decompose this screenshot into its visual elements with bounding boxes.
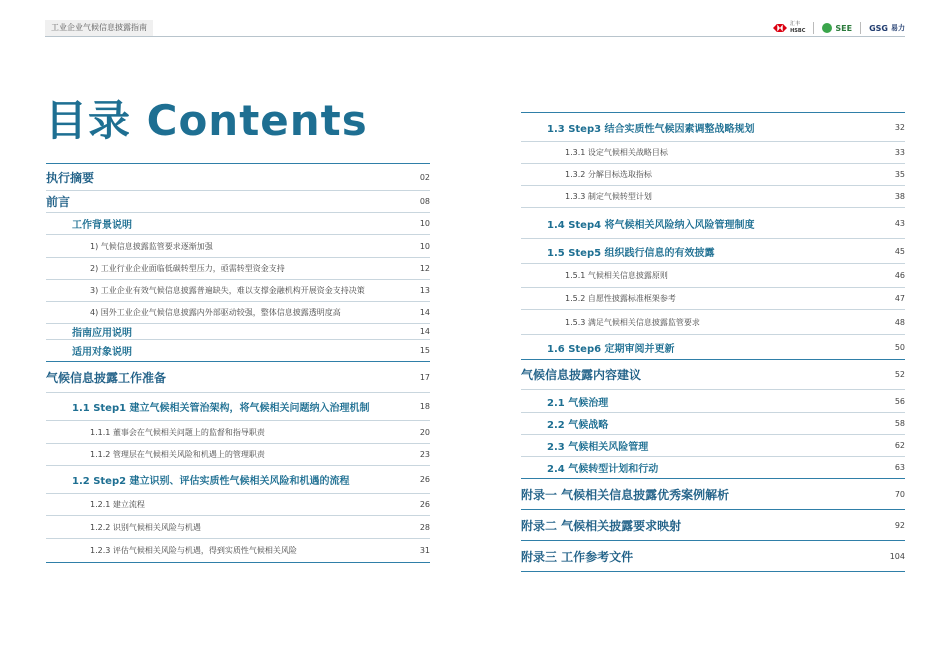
toc-entry-label: 气候信息披露内容建议 [521, 368, 642, 382]
toc-entry-label: 1.3.2 分解目标选取指标 [565, 170, 652, 179]
toc-entry-page-number: 26 [419, 475, 430, 484]
gsg-cn-label: 易力 [891, 24, 905, 32]
toc-entry-page-number: 63 [894, 463, 905, 472]
toc-entry-page-number: 20 [419, 427, 430, 437]
hsbc-label: HSBC [790, 28, 806, 34]
toc-entry-label: 附录三 工作参考文件 [521, 549, 634, 564]
document-title-tab [45, 20, 153, 36]
toc-entry-label: 前言 [46, 195, 71, 209]
toc-entry[interactable] [521, 164, 905, 186]
toc-entry-page-number: 15 [419, 346, 430, 355]
toc-entry-page-number: 45 [894, 246, 905, 256]
toc-entry[interactable] [521, 310, 905, 335]
toc-right-column [521, 112, 905, 572]
toc-entry-page-number: 35 [894, 170, 905, 179]
toc-entry-label: 1.3 Step3 结合实质性气候因素调整战略规划 [547, 123, 755, 135]
toc-entry-label: 1.5.3 满足气候相关信息披露监管要求 [565, 317, 700, 327]
toc-entry-label: 2.2 气候战略 [547, 420, 609, 431]
toc-entry-page-number: 13 [419, 286, 430, 295]
toc-entry-label: 1.6 Step6 定期审阅并更新 [547, 343, 675, 355]
toc-entry-page-number: 43 [894, 218, 905, 228]
toc-entry[interactable] [521, 510, 905, 541]
toc-entry-page-number: 18 [419, 402, 430, 411]
toc-entry-label: 1.4 Step4 将气候相关风险纳入风险管理制度 [547, 219, 755, 231]
toc-entry-label: 1.1.2 管理层在气候相关风险和机遇上的管理职责 [90, 450, 265, 459]
toc-entry-page-number: 104 [889, 551, 905, 561]
toc-entry-label: 1.2.2 识别气候相关风险与机遇 [90, 522, 201, 532]
partner-logos [773, 20, 905, 36]
toc-entry-label: 执行摘要 [46, 170, 95, 185]
toc-entry-page-number: 14 [419, 327, 430, 336]
toc-entry-page-number: 12 [419, 264, 430, 273]
toc-entry-label: 1.2.1 建立流程 [90, 500, 145, 509]
see-leaf-icon [822, 23, 832, 33]
toc-entry-page-number: 10 [419, 241, 430, 251]
see-logo [822, 23, 852, 33]
toc-entry[interactable] [521, 457, 905, 479]
toc-entry-page-number: 52 [894, 370, 905, 379]
toc-entry-label: 1.2 Step2 建立识别、评估实质性气候相关风险和机遇的流程 [72, 476, 350, 487]
toc-entry[interactable] [521, 479, 905, 510]
hsbc-cn-label: 汇丰 [790, 21, 801, 27]
toc-entry-page-number: 62 [894, 441, 905, 450]
header-divider [45, 36, 905, 37]
toc-entry[interactable] [521, 390, 905, 413]
toc-entry-page-number: 32 [894, 122, 905, 132]
toc-entry-page-number: 28 [419, 522, 430, 532]
toc-entry[interactable] [46, 191, 430, 213]
toc-entry[interactable] [46, 444, 430, 466]
toc-entry[interactable] [521, 186, 905, 208]
toc-entry[interactable] [46, 235, 430, 258]
toc-entry[interactable] [521, 208, 905, 239]
toc-entry[interactable] [46, 258, 430, 280]
toc-entry-page-number: 46 [894, 271, 905, 280]
hsbc-hexagon-icon [773, 24, 787, 32]
toc-entry[interactable] [521, 142, 905, 164]
toc-entry[interactable] [521, 413, 905, 435]
logo-separator [813, 22, 814, 34]
toc-left-column [46, 163, 430, 563]
toc-entry[interactable] [46, 362, 430, 393]
toc-entry-label: 4) 国外工业企业气候信息披露内外部驱动较强，整体信息披露透明度高 [90, 308, 341, 317]
toc-entry[interactable] [46, 280, 430, 302]
toc-entry[interactable] [46, 393, 430, 421]
toc-entry[interactable] [46, 324, 430, 340]
toc-entry-page-number: 70 [894, 489, 905, 499]
toc-entry-page-number: 33 [894, 148, 905, 157]
gsg-logo [869, 23, 905, 33]
toc-entry[interactable] [46, 494, 430, 516]
toc-entry-label: 2.1 气候治理 [547, 397, 609, 409]
toc-entry-page-number: 14 [419, 308, 430, 317]
toc-entry[interactable] [521, 435, 905, 457]
document-title: 工业企业气候信息披露指南 [51, 23, 147, 32]
toc-entry[interactable] [521, 113, 905, 142]
toc-entry[interactable] [46, 421, 430, 444]
toc-entry-label: 1.5 Step5 组织践行信息的有效披露 [547, 247, 715, 259]
toc-entry-page-number: 58 [894, 419, 905, 428]
toc-entry-label: 1.2.3 评估气候相关风险与机遇，得到实质性气候相关风险 [90, 546, 297, 555]
toc-entry[interactable] [46, 539, 430, 563]
see-label: SEE [835, 23, 853, 33]
gsg-label: GSG [869, 23, 888, 33]
toc-entry-page-number: 38 [894, 192, 905, 201]
toc-entry[interactable] [521, 360, 905, 390]
toc-entry-label: 2) 工业行业企业面临低碳转型压力，亟需转型资金支持 [90, 264, 285, 273]
toc-entry-label: 指南应用说明 [72, 328, 132, 339]
toc-entry[interactable] [46, 466, 430, 494]
toc-entry-label: 2.4 气候转型计划和行动 [547, 464, 659, 475]
toc-entry-label: 1.1.1 董事会在气候相关问题上的监督和指导职责 [90, 427, 265, 437]
toc-entry-label: 1.3.3 制定气候转型计划 [565, 192, 652, 201]
toc-entry-label: 工作背景说明 [72, 220, 132, 231]
toc-entry-label: 2.3 气候相关风险管理 [547, 442, 649, 453]
toc-entry-label: 3) 工业企业有效气候信息披露普遍缺失，难以支撑金融机构开展资金支持决策 [90, 286, 365, 295]
toc-entry-page-number: 31 [419, 546, 430, 555]
logo-separator [860, 22, 861, 34]
toc-entry-page-number: 26 [419, 500, 430, 509]
toc-entry[interactable] [46, 164, 430, 191]
toc-entry[interactable] [521, 239, 905, 264]
toc-entry-label: 气候信息披露工作准备 [46, 370, 167, 385]
toc-entry-label: 适用对象说明 [72, 347, 132, 358]
toc-entry-page-number: 10 [419, 219, 430, 228]
toc-entry[interactable] [521, 541, 905, 572]
toc-entry[interactable] [521, 264, 905, 288]
toc-entry-label: 1.5.2 自愿性披露标准框架参考 [565, 294, 676, 303]
toc-entry-page-number: 02 [419, 172, 430, 182]
toc-entry[interactable] [521, 288, 905, 310]
toc-entry-label: 1.1 Step1 建立气候相关管治架构，将气候相关问题纳入治理机制 [72, 403, 370, 414]
toc-entry-page-number: 56 [894, 396, 905, 406]
toc-entry-page-number: 48 [894, 317, 905, 327]
toc-entry-page-number: 92 [894, 520, 905, 530]
page-title: 目录 Contents [45, 96, 368, 145]
toc-entry-page-number: 50 [894, 342, 905, 352]
toc-entry-page-number: 17 [419, 372, 430, 382]
hsbc-logo [773, 21, 805, 35]
toc-entry-page-number: 08 [419, 197, 430, 206]
toc-entry-label: 附录二 气候相关披露要求映射 [521, 518, 682, 533]
toc-entry-label: 1) 气候信息披露监管要求逐渐加强 [90, 241, 213, 251]
toc-entry[interactable] [46, 340, 430, 362]
toc-entry-label: 附录一 气候相关信息披露优秀案例解析 [521, 487, 730, 502]
toc-entry[interactable] [46, 213, 430, 235]
toc-entry[interactable] [46, 516, 430, 539]
toc-entry-label: 1.5.1 气候相关信息披露原则 [565, 271, 668, 280]
toc-entry[interactable] [46, 302, 430, 324]
toc-entry-page-number: 23 [419, 450, 430, 459]
toc-entry-page-number: 47 [894, 294, 905, 303]
toc-entry[interactable] [521, 335, 905, 360]
toc-entry-label: 1.3.1 设定气候相关战略目标 [565, 148, 668, 157]
